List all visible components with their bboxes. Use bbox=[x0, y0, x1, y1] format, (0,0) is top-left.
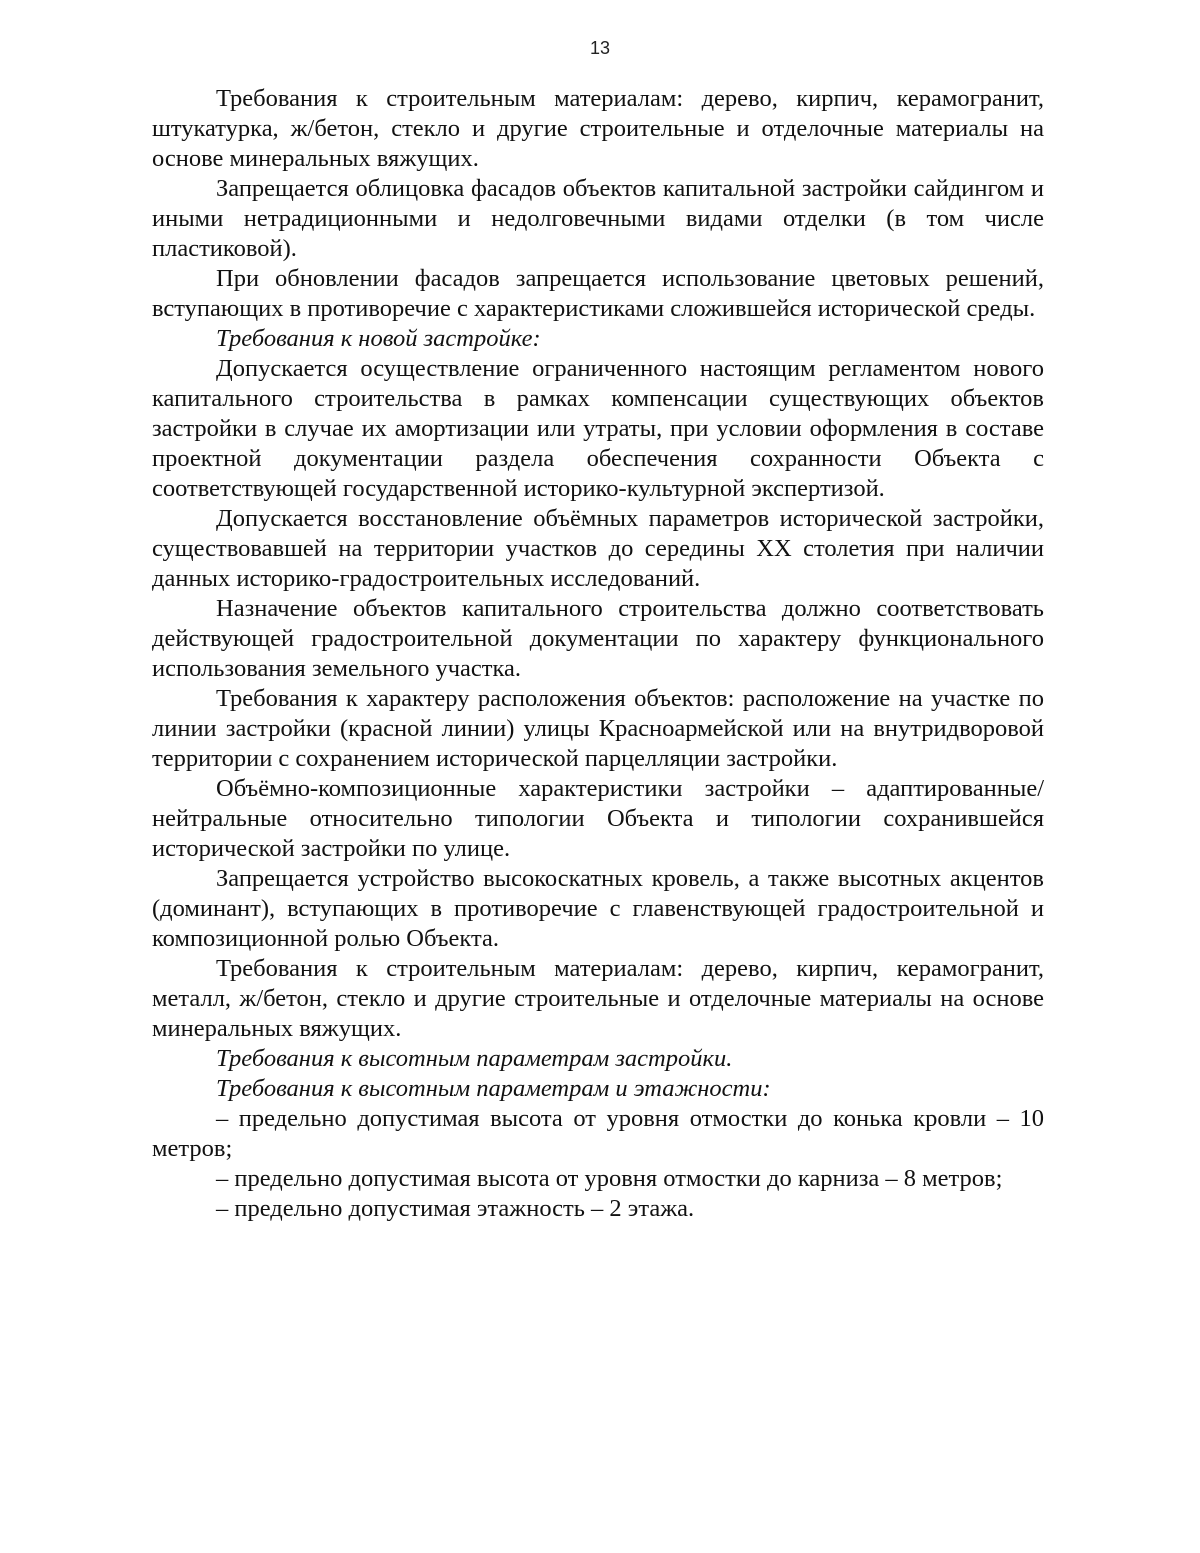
list-item-floor-count: – предельно допустимая этажность – 2 этажа. bbox=[216, 1195, 695, 1222]
document-body bbox=[152, 84, 1044, 1224]
paragraph-materials-requirements-new: Требования к строительным материалам: дерево, кирпич, керамогранит, металл, ж/бетон, стекло и другие строительные и отделочные материалы на основе минеральных вяжущих. bbox=[152, 955, 1044, 1042]
page-number: 13 bbox=[589, 38, 611, 58]
paragraph-volume-restoration: Допускается восстановление объёмных параметров исторической застройки, существовавшей на территории участков до середины XX столетия при наличии данных историко-градостроительных исследований. bbox=[152, 505, 1044, 592]
heading-new-construction: Требования к новой застройке: bbox=[216, 325, 541, 352]
heading-height-parameters: Требования к высотным параметрам застройки. bbox=[216, 1045, 733, 1072]
paragraph-building-purpose: Назначение объектов капитального строительства должно соответствовать действующей градостроительной документации по характеру функционального использования земельного участка. bbox=[152, 595, 1044, 682]
list-item-ridge-height: – предельно допустимая высота от уровня отмостки до конька кровли – 10 метров; bbox=[152, 1105, 1044, 1162]
paragraph-materials-requirements: Требования к строительным материалам: дерево, кирпич, керамогранит, штукатурка, ж/бетон, стекло и другие строительные и отделочные материалы на основе минеральных вяжущих. bbox=[152, 85, 1044, 172]
paragraph-facade-cladding-ban: Запрещается облицовка фасадов объектов капитальной застройки сайдингом и иными нетрадиционными и недолговечными видами отделки (в том числе пластиковой). bbox=[152, 175, 1044, 262]
paragraph-new-construction-allowed: Допускается осуществление ограниченного настоящим регламентом нового капитального строительства в рамках компенсации существующих объектов застройки в случае их амортизации или утраты, при условии оформления в составе проектной документации раздела обеспечения сохранности Объекта с соответствующей государственной историко-культурной экспертизой. bbox=[152, 355, 1044, 502]
paragraph-roof-ban: Запрещается устройство высокоскатных кровель, а также высотных акцентов (доминант), вступающих в противоречие с главенствующей градостроительной и композиционной ролью Объекта. bbox=[152, 865, 1044, 952]
paragraph-facade-colors: При обновлении фасадов запрещается использование цветовых решений, вступающих в противоречие с характеристиками сложившейся исторической среды. bbox=[152, 265, 1044, 322]
list-item-cornice-height: – предельно допустимая высота от уровня отмостки до карниза – 8 метров; bbox=[216, 1165, 1003, 1192]
heading-height-and-floors: Требования к высотным параметрам и этажности: bbox=[216, 1075, 771, 1102]
paragraph-volume-composition: Объёмно-композиционные характеристики застройки – адаптированные/ нейтральные относительно типологии Объекта и типологии сохранившейся исторической застройки по улице. bbox=[152, 775, 1044, 862]
paragraph-placement-requirements: Требования к характеру расположения объектов: расположение на участке по линии застройки (красной линии) улицы Красноармейской или на внутридворовой территории с сохранением исторической парцелляции застройки. bbox=[152, 685, 1044, 772]
